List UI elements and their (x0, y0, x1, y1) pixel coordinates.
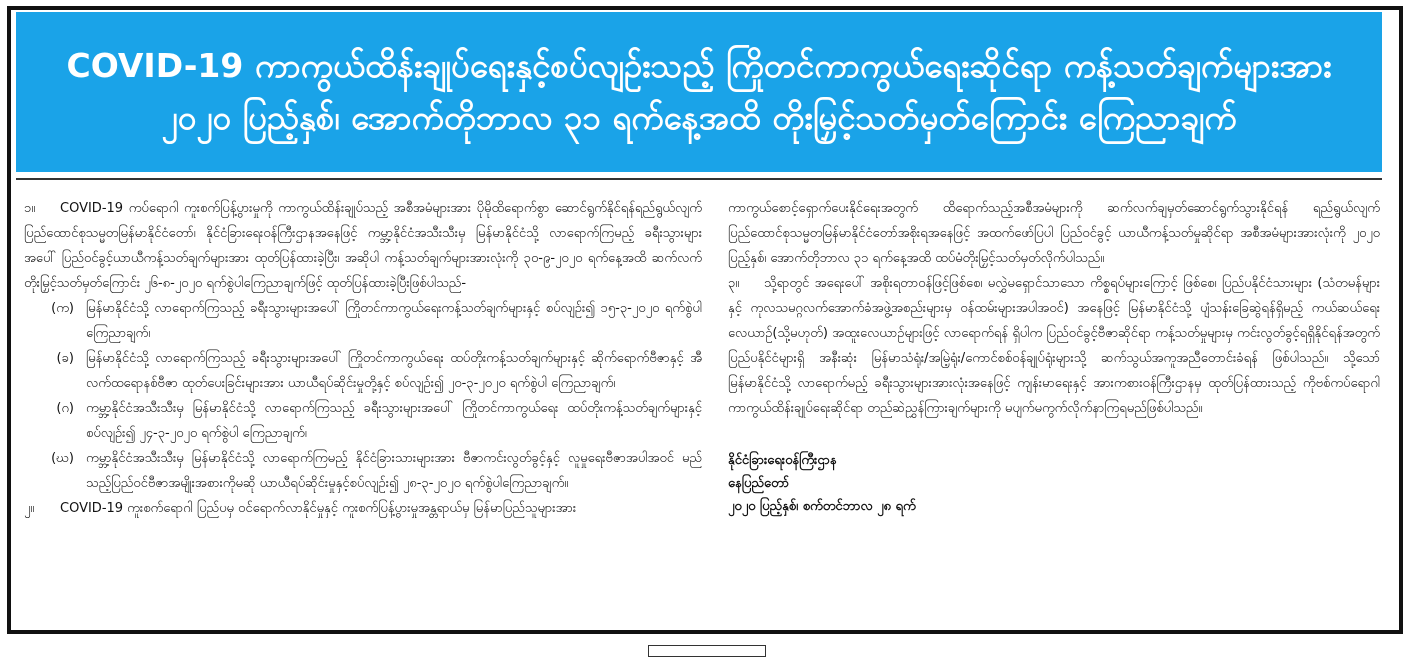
list-item-text: ကမ္ဘာ့နိုင်ငံအသီးသီးမှ မြန်မာနိုင်ငံသို့ လာရောက်ကြမည့် နိုင်ငံခြားသားများအား ဗီဇာကင်းလွတ်ခွင့်နှင့် လူမှုရေးဗီဇာအပါအဝင် မည်သည့်ပြည်ဝင်ဗီဇာအမျိုးအစားကိုမဆို ယာယီရပ်ဆိုင်းမှုနှင့်စပ်လျဉ်း၍ ၂၈-၃-၂၀၂၀ ရက်စွဲပါကြေညာချက်။ (86, 451, 702, 491)
list-item-text: မြန်မာနိုင်ငံသို့ လာရောက်ကြသည့် ခရီးသွားများအပေါ် ကြိုတင်ကာကွယ်ရေးကန့်သတ်ချက်များနှင့် စပ်လျဉ်း၍ ၁၅-၃-၂၀၂၀ ရက်စွဲပါ ကြေညာချက်၊ (86, 301, 702, 341)
list-item (24, 346, 702, 396)
paragraph-3 (728, 271, 1380, 421)
headline-line-2: ၂၀၂၀ ပြည့်နှစ်၊ အောက်တိုဘာလ ၃၁ ရက်နေ့အထိ တိုးမြှင့်သတ်မှတ်ကြောင်း ကြေညာချက် (161, 98, 1237, 137)
list-item-mark: (က) (51, 301, 74, 316)
list-item-text: မြန်မာနိုင်ငံသို့ လာရောက်ကြသည့် ခရီးသွားများအပေါ် ကြိုတင်ကာကွယ်ရေး ထပ်တိုးကန့်သတ်ချက်များနှင့် ဆိုက်ရောက်ဗီဇာနှင့် အီလက်ထရောနစ်ဗီဇာ ထုတ်ပေးခြင်းများအား ယာယီရပ်ဆိုင်းမှုတို့နှင့် စပ်လျဉ်း၍ ၂၀-၃-၂၀၂၀ ရက်စွဲပါ ကြေညာချက်၊ (86, 351, 702, 391)
paragraph-2 (24, 496, 702, 521)
list-item-mark: (ခ) (56, 351, 74, 366)
list-item-mark: (ဃ) (51, 451, 74, 466)
paragraph-2-continued: ကာကွယ်စောင့်ရှောက်ပေးနိုင်ရေးအတွက် ထိရောက်သည့်အစီအမံများကို ဆက်လက်ချမှတ်ဆောင်ရွက်သွားနိုင်ရန် ရည်ရွယ်လျက် ပြည်ထောင်စုသမ္မတမြန်မာနိုင်ငံတော်အစိုးရအနေဖြင့် အထက်ဖော်ပြပါ ပြည်ဝင်ခွင့် ယာယီကန့်သတ်မှုဆိုင်ရာ အစီအမံများအားလုံးကို ၂၀၂၀ ပြည့်နှစ်၊ အောက်တိုဘာလ ၃၁ ရက်နေ့အထိ ထပ်မံတိုးမြှင့်သတ်မှတ်လိုက်ပါသည်။ (728, 201, 1380, 266)
list-item-text: ကမ္ဘာ့နိုင်ငံအသီးသီးမှ မြန်မာနိုင်ငံသို့ လာရောက်ကြသည့် ခရီးသွားများအပေါ် ကြိုတင်ကာကွယ်ရေး ထပ်တိုးကန့်သတ်ချက်များနှင့်စပ်လျဉ်း၍ ၂၄-၃-၂၀၂၀ ရက်စွဲပါ ကြေညာချက်၊ (86, 401, 702, 441)
paragraph-1-text: COVID-19 ကပ်ရောဂါ ကူးစက်ပြန့်ပွားမှုကို ကာကွယ်ထိန်းချုပ်သည့် အစီအမံများအား ပိုမိုထိရောက်စွာ ဆောင်ရွက်နိုင်ရန်ရည်ရွယ်လျက် ပြည်ထောင်စုသမ္မတမြန်မာနိုင်ငံတော်၊ နိုင်ငံခြားရေးဝန်ကြီးဌာနအနေဖြင့် ကမ္ဘာ့နိုင်ငံအသီးသီးမှ မြန်မာနိုင်ငံသို့ လာရောက်ကြမည့် ခရီးသွားများအပေါ် ပြည်ဝင်ခွင့်ယာယီကန့်သတ်ချက်များအား ထုတ်ပြန်ထားခဲ့ပြီး၊ အဆိုပါ ကန့်သတ်ချက်များအားလုံးကို ၃၀-၉-၂၀၂၀ ရက်နေ့အထိ ဆက်လက်တိုးမြှင့်သတ်မှတ်ကြောင်း ၂၆-၈-၂၀၂၀ ရက်စွဲပါကြေညာချက်ဖြင့် ထုတ်ပြန်ထားခဲ့ပြီးဖြစ်ပါသည်- (24, 201, 702, 291)
paragraph-1-number: ၁။ (24, 201, 36, 216)
paragraph-3-number: ၃။ (728, 276, 740, 291)
list-item (24, 296, 702, 346)
headline-line-1: COVID-19 ကာကွယ်ထိန်းချုပ်ရေးနှင့်စပ်လျဉ်းသည့် ကြိုတင်ကာကွယ်ရေးဆိုင်ရာ ကန့်သတ်ချက်များအား (66, 46, 1332, 86)
paragraph-2-number: ၂။ (24, 501, 35, 516)
signature-block (728, 449, 1380, 518)
list-item-mark: (ဂ) (56, 401, 74, 416)
list-item (24, 396, 702, 446)
paragraph-1 (24, 196, 702, 296)
left-column (24, 196, 702, 521)
issuing-ministry: နိုင်ငံခြားရေးဝန်ကြီးဌာန (728, 453, 837, 468)
divider (16, 178, 1382, 180)
bottom-tab (648, 645, 766, 657)
paragraph-2-text: COVID-19 ကူးစက်ရောဂါ ပြည်ပမှ ဝင်ရောက်လာနိုင်မှုနှင့် ကူးစက်ပြန့်ပွားမှုအန္တရာယ်မှ မြန်မာပြည်သူများအား (60, 501, 577, 516)
paragraph-3-text: သို့ရာတွင် အရေးပေါ် အစိုးရတာဝန်ဖြင့်ဖြစ်စေ၊ မလွှဲမရှောင်သာသော ကိစ္စရပ်များကြောင့် ဖြစ်စေ၊ ပြည်ပနိုင်ငံသားများ (သံတမန်များနှင့် ကုလသမဂ္ဂလက်အောက်ခံအဖွဲ့အစည်းများမှ ဝန်ထမ်းများအပါအဝင်) အနေဖြင့် မြန်မာနိုင်ငံသို့ ပျံသန်းခြေဆွဲရန်ရှိမည့် ကယ်ဆယ်ရေးလေယာဉ်(သို့မဟုတ်) အထူးလေယာဉ်များဖြင့် လာရောက်ရန် ရှိပါက ပြည်ဝင်ခွင့်ဗီဇာဆိုင်ရာ ကန့်သတ်မှုများမှ ကင်းလွတ်ခွင့်ရရှိနိုင်ရန်အတွက် ပြည်ပနိုင်ငံများရှိ အနီးဆုံး မြန်မာသံရုံး/အမြဲ့ရုံး/ကောင်စစ်ဝန်ချုပ်ရုံးများသို့ ဆက်သွယ်အကူအညီတောင်းခံရန် ဖြစ်ပါသည်။ သို့သော် မြန်မာနိုင်ငံသို့ လာရောက်မည့် ခရီးသွားများအားလုံးအနေဖြင့် ကျန်းမာရေးနှင့် အားကစားဝန်ကြီးဌာနမှ ထုတ်ပြန်ထားသည့် ကိုဗစ်ကပ်ရောဂါကာကွယ်ထိန်းချုပ်ရေးဆိုင်ရာ တည်ဆဲညွှန်ကြားချက်များကို မပျက်မကွက်လိုက်နာကြရမည်ဖြစ်ပါသည်။ (728, 276, 1380, 416)
right-column (728, 196, 1380, 518)
issue-date: ၂၀၂၀ ပြည့်နှစ်၊ စက်တင်ဘာလ ၂၈ ရက် (728, 499, 916, 514)
list-item (24, 446, 702, 496)
headline-banner (16, 12, 1382, 172)
issuing-city: နေပြည်တော် (728, 476, 790, 491)
